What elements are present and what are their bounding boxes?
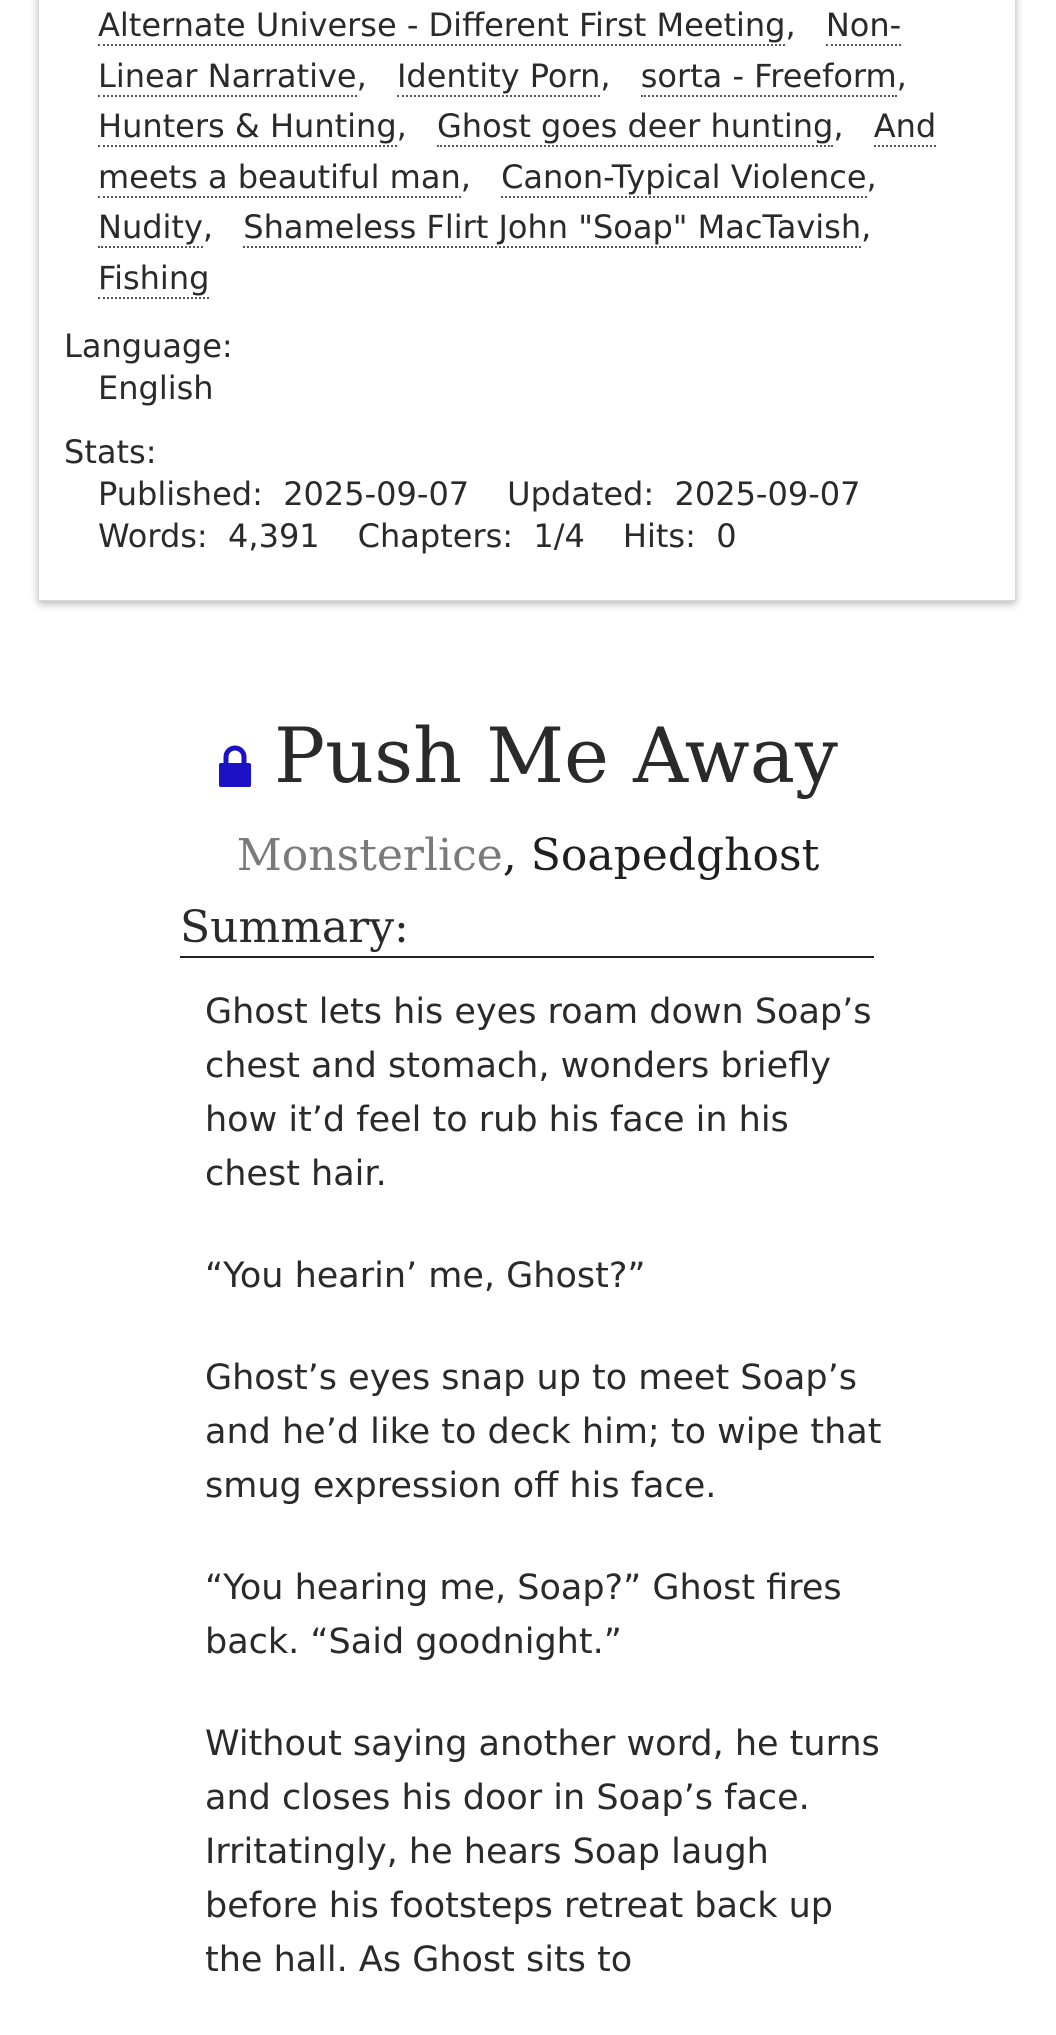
summary-paragraph: Without saying another word, he turns and closes his door in Soap’s face. Irritatingly, he hears Soap laugh before his footsteps retreat back up the hall. As Ghost sits to	[205, 1724, 880, 1980]
author-separator: ,	[502, 830, 531, 881]
author-link[interactable]: Soapedghost	[530, 830, 820, 881]
stats-dates-row	[98, 474, 860, 514]
tag-list: Alternate Universe - Different First Meeting, Non-Linear Narrative, Identity Porn, sorta - Freeform, Hunters & Hunting, Ghost goes deer hunting, And meets a beautiful man, Canon-Typical Violence, Nudity, Shameless Flirt John "Soap" MacTavish, Fishing	[98, 6, 937, 297]
language-label: Language:	[64, 327, 233, 365]
tag-link[interactable]: Non-Linear Narrative	[98, 6, 902, 95]
tag-link[interactable]: Hunters & Hunting	[98, 107, 397, 146]
published-value: 2025-09-07	[283, 475, 470, 513]
tag-link[interactable]: Alternate Universe - Different First Meeting	[98, 6, 786, 44]
words-value: 4,391	[228, 517, 320, 555]
author-link[interactable]: Monsterlice	[236, 830, 503, 881]
summary-paragraph: Ghost lets his eyes roam down Soap’s chest and stomach, wonders briefly how it’d feel to rub his face in his chest hair.	[205, 992, 872, 1194]
lock-icon	[218, 712, 252, 756]
author-list	[0, 826, 1056, 886]
tag-link[interactable]: Canon-Typical Violence	[501, 157, 867, 196]
tag-link[interactable]: And meets a beautiful man	[98, 107, 937, 196]
language-value: English	[98, 369, 214, 407]
summary-heading: Summary:	[180, 900, 874, 958]
updated-label: Updated:	[507, 475, 655, 513]
hits-value: 0	[716, 517, 737, 555]
chapters-label: Chapters:	[357, 517, 514, 555]
stats-counts-row	[98, 516, 737, 556]
stats-label: Stats:	[64, 433, 157, 471]
tag-link[interactable]: Fishing	[98, 258, 210, 297]
chapters-value: 1/4	[533, 517, 585, 555]
summary-body	[205, 985, 885, 2035]
tag-link[interactable]: Nudity	[98, 208, 203, 247]
hits-label: Hits:	[622, 517, 696, 555]
tag-link[interactable]: Ghost goes deer hunting	[436, 107, 834, 146]
updated-value: 2025-09-07	[674, 475, 861, 513]
published-label: Published:	[98, 475, 263, 513]
summary-paragraph: “You hearing me, Soap?” Ghost fires back. “Said goodnight.”	[205, 1568, 842, 1662]
words-label: Words:	[98, 517, 208, 555]
tag-link[interactable]: Identity Porn	[396, 56, 601, 95]
summary-paragraph: “You hearin’ me, Ghost?”	[205, 1256, 646, 1296]
tag-link[interactable]: Shameless Flirt John "Soap" MacTavish	[243, 208, 862, 247]
work-title: Push Me Away	[274, 711, 838, 800]
work-title-row	[0, 706, 1056, 806]
tag-link[interactable]: sorta - Freeform	[640, 56, 897, 95]
summary-paragraph: Ghost’s eyes snap up to meet Soap’s and he’d like to deck him; to wipe that smug expression off his face.	[205, 1358, 882, 1506]
